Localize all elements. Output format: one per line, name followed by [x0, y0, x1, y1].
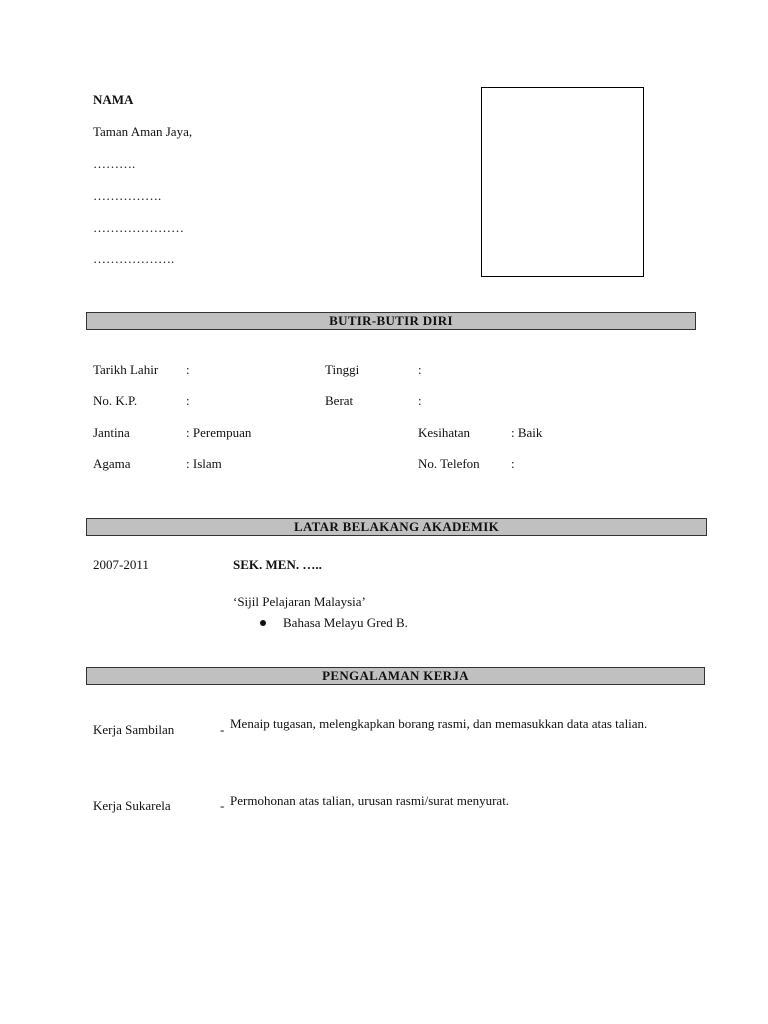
health-label: Kesihatan: [418, 425, 470, 440]
dob-label: Tarikh Lahir: [93, 362, 159, 377]
ic-value: :: [186, 393, 190, 408]
address-line-3: …………….: [93, 188, 162, 203]
weight-label: Berat: [325, 393, 354, 408]
religion-label: Agama: [93, 456, 131, 471]
work-item-dash-2: -: [220, 798, 225, 813]
section-personal-title: BUTIR-BUTIR DIRI: [86, 312, 696, 330]
section-academic-title: LATAR BELAKANG AKADEMIK: [86, 518, 707, 536]
height-label: Tinggi: [325, 362, 360, 377]
photo-placeholder: [481, 87, 644, 277]
gender-value: : Perempuan: [186, 425, 252, 440]
address-line-4: …………………: [93, 220, 184, 235]
work-item-label-1: Kerja Sambilan: [93, 722, 175, 737]
address-line-2: ……….: [93, 156, 136, 171]
address-line-5: ……………….: [93, 251, 175, 266]
academic-period: 2007-2011: [93, 557, 149, 572]
weight-value: :: [418, 393, 422, 408]
applicant-name: NAMA: [93, 92, 134, 107]
gender-label: Jantina: [93, 425, 130, 440]
work-item-dash-1: -: [220, 722, 225, 737]
ic-label: No. K.P.: [93, 393, 138, 408]
address-line-1: Taman Aman Jaya,: [93, 124, 193, 139]
phone-value: :: [511, 456, 515, 471]
subject-grade: Bahasa Melayu Gred B.: [283, 615, 408, 630]
certificate-name: ‘Sijil Pelajaran Malaysia’: [233, 594, 366, 609]
height-value: :: [418, 362, 422, 377]
religion-value: : Islam: [186, 456, 222, 471]
section-work-title: PENGALAMAN KERJA: [86, 667, 705, 685]
work-item-desc-1: Menaip tugasan, melengkapkan borang rasmi, dan memasukkan data atas talian.: [230, 716, 648, 731]
health-value: : Baik: [511, 425, 543, 440]
work-item-desc-2: Permohonan atas talian, urusan rasmi/surat menyurat.: [230, 793, 510, 808]
school-name: SEK. MEN. …..: [233, 557, 322, 572]
phone-label: No. Telefon: [418, 456, 480, 471]
dob-value: :: [186, 362, 190, 377]
bullet-icon: [260, 620, 266, 626]
work-item-label-2: Kerja Sukarela: [93, 798, 171, 813]
